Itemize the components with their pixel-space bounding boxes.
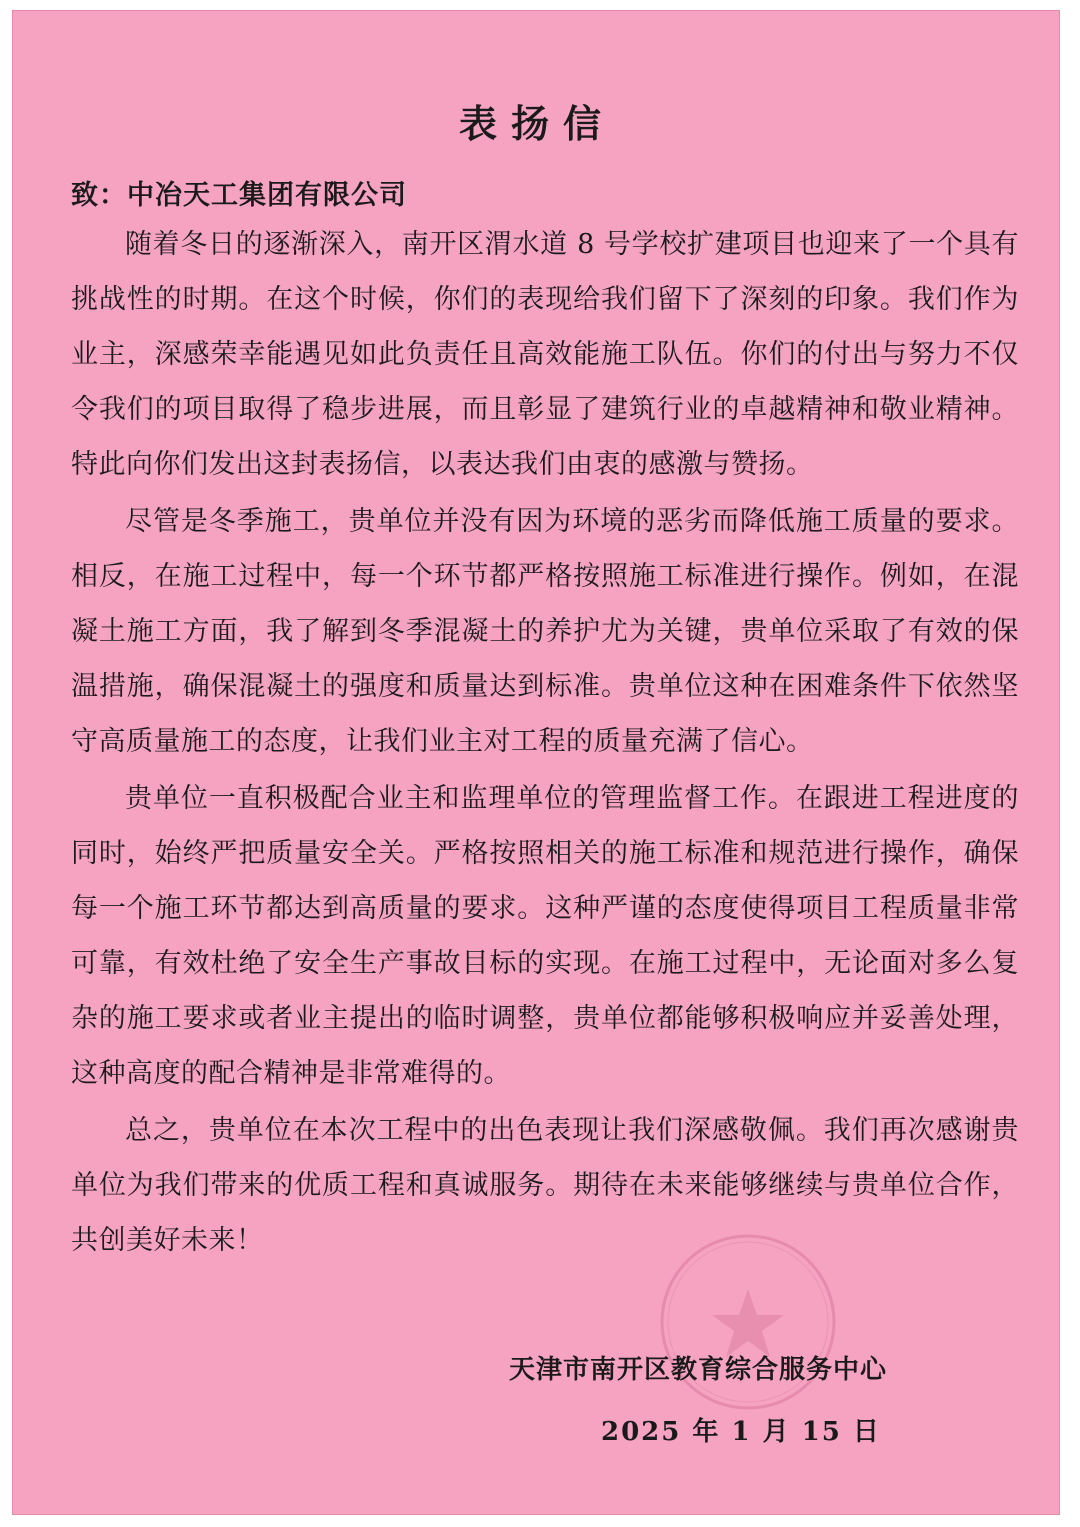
letter-salutation: 致：中冶天工集团有限公司	[71, 180, 407, 211]
letter-title: 表扬信	[458, 101, 615, 146]
body-paragraph-3: 贵单位一直积极配合业主和监理单位的管理监督工作。在跟进工程进度的同时，始终严把质量安全关。严格按照相关的施工标准和规范进行操作，确保每一个施工环节都达到高质量的要求。这种严谨的态度使得项目工程质量非常可靠，有效杜绝了安全生产事故目标的实现。在施工过程中，无论面对多么复杂的施工要求或者业主提出的临时调整，贵单位都能够积极响应并妥善处理，这种高度的配合精神是非常难得的。	[71, 783, 1019, 1089]
seal-star-icon	[712, 1289, 784, 1357]
body-paragraph-1: 随着冬日的逐渐深入，南开区渭水道 8 号学校扩建项目也迎来了一个具有挑战性的时期。在这个时候，你们的表现给我们留下了深刻的印象。我们作为业主，深感荣幸能遇见如此负责任且高效能施工队伍。你们的付出与努力不仅令我们的项目取得了稳步进展，而且彰显了建筑行业的卓越精神和敬业精神。特此向你们发出这封表扬信，以表达我们由衷的感激与赞扬。	[71, 229, 1019, 480]
official-seal-stamp	[653, 1227, 843, 1417]
sender-organization: 天津市南开区教育综合服务中心	[509, 1355, 888, 1385]
letter-date: 2025 年 1 月 15 日	[601, 1417, 881, 1447]
letter-sheet	[12, 10, 1060, 1515]
body-paragraph-2: 尽管是冬季施工，贵单位并没有因为环境的恶劣而降低施工质量的要求。相反，在施工过程中，每一个环节都严格按照施工标准进行操作。例如，在混凝土施工方面，我了解到冬季混凝土的养护尤为关键，贵单位采取了有效的保温措施，确保混凝土的强度和质量达到标准。贵单位这种在困难条件下依然坚守高质量施工的态度，让我们业主对工程的质量充满了信心。	[71, 506, 1019, 757]
body-paragraph-4: 总之，贵单位在本次工程中的出色表现让我们深感敬佩。我们再次感谢贵单位为我们带来的优质工程和真诚服务。期待在未来能够继续与贵单位合作，共创美好未来！	[71, 1115, 1019, 1256]
letter-body	[71, 217, 1019, 1270]
